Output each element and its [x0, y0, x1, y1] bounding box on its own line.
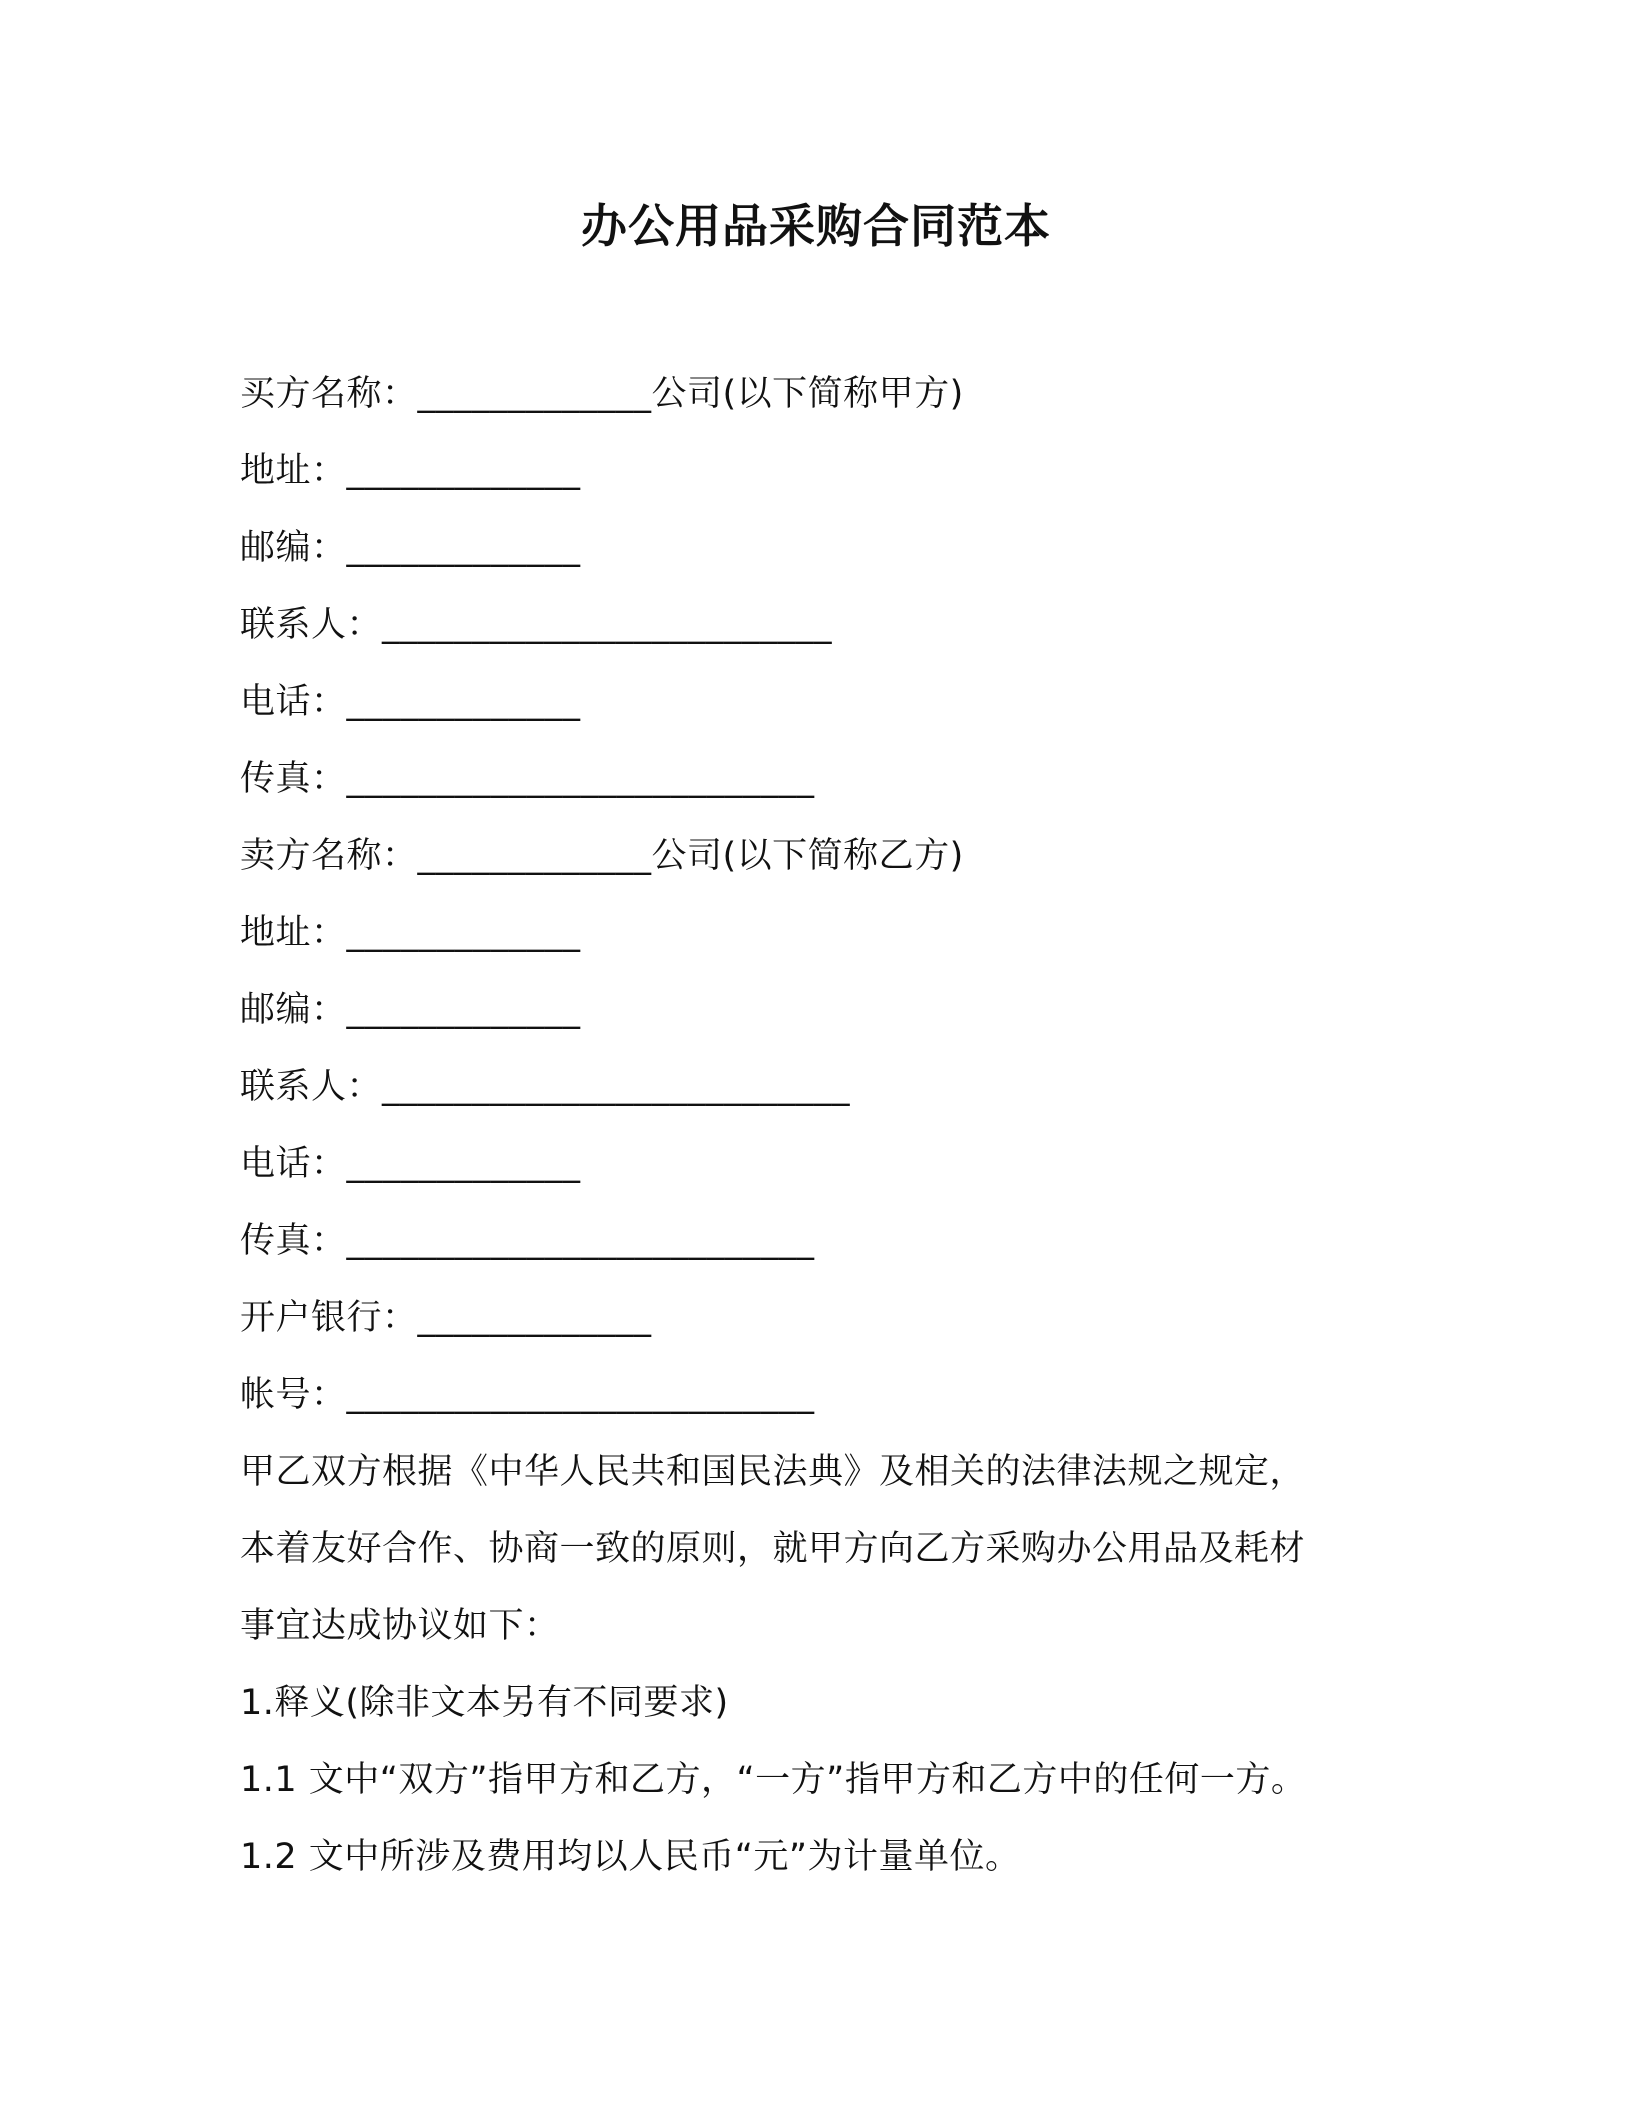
intro-paragraph-line-2: 本着友好合作、协商一致的原则，就甲方向乙方采购办公用品及耗材	[240, 1529, 1306, 1569]
document-title: 办公用品采购合同范本	[581, 199, 1051, 253]
clause-1-2: 1.2 文中所涉及费用均以人民币“元”为计量单位。	[240, 1837, 1021, 1877]
seller-contact-line: 联系人：__________________________	[240, 1067, 851, 1107]
intro-paragraph-line-1: 甲乙双方根据《中华人民共和国民法典》及相关的法律法规之规定，	[240, 1452, 1306, 1492]
seller-phone-line: 电话：_____________	[240, 1144, 581, 1184]
buyer-name-line: 买方名称：_____________公司(以下简称甲方)	[240, 374, 964, 414]
clause-1-1: 1.1 文中“双方”指甲方和乙方，“一方”指甲方和乙方中的任何一方。	[240, 1760, 1307, 1800]
seller-postcode-line: 邮编：_____________	[240, 990, 581, 1030]
document-body	[240, 366, 1460, 1906]
seller-address-line: 地址：_____________	[240, 913, 581, 953]
seller-bank-line: 开户银行：_____________	[240, 1298, 652, 1338]
seller-account-line: 帐号：__________________________	[240, 1375, 815, 1415]
buyer-contact-line: 联系人：_________________________	[240, 605, 833, 645]
buyer-address-line: 地址：_____________	[240, 451, 581, 491]
buyer-phone-line: 电话：_____________	[240, 682, 581, 722]
seller-fax-line: 传真：__________________________	[240, 1221, 815, 1261]
intro-paragraph-line-3: 事宜达成协议如下：	[240, 1606, 560, 1646]
section-heading-definitions: 1.释义(除非文本另有不同要求)	[240, 1683, 729, 1723]
seller-name-line: 卖方名称：_____________公司(以下简称乙方)	[240, 836, 964, 876]
buyer-fax-line: 传真：__________________________	[240, 759, 815, 799]
buyer-postcode-line: 邮编：_____________	[240, 528, 581, 568]
